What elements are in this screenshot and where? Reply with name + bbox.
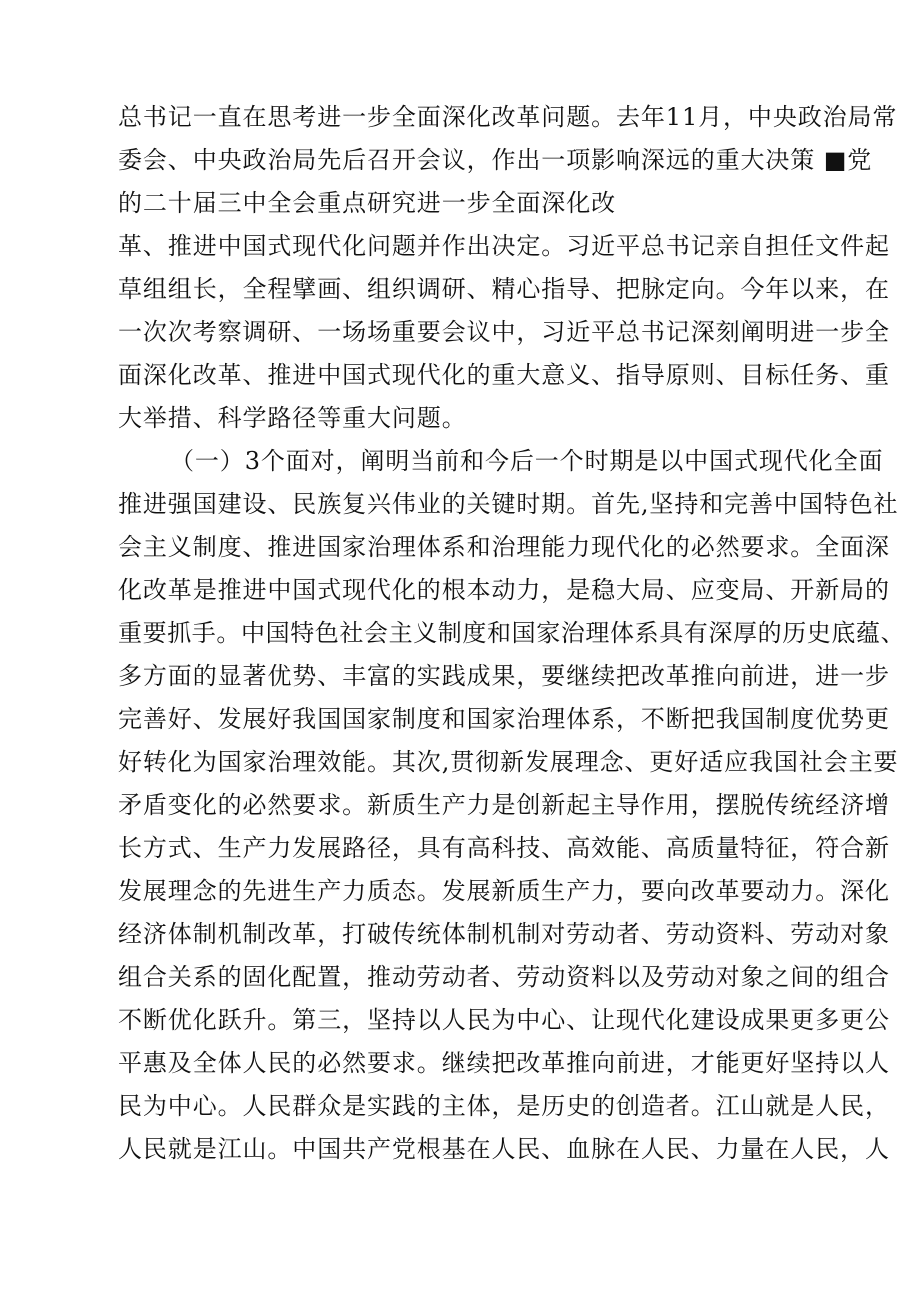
text-line: 人民就是江山。中国共产党根基在人民、血脉在人民、力量在人民，人 — [118, 1135, 890, 1163]
text-line: 的二十届三中全会重点研究进一步全面深化改 — [118, 189, 616, 217]
text-line: 总书记一直在思考进一步全面深化改革问题。去年11月，中央政治局常 — [118, 103, 898, 131]
text-line: 组合关系的固化配置，推动劳动者、劳动资料以及劳动对象之间的组合 — [118, 963, 890, 991]
text-line: 会主义制度、推进国家治理体系和治理能力现代化的必然要求。全面深 — [118, 533, 890, 561]
text-line: 推进强国建设、民族复兴伟业的关键时期。首先,坚持和完善中国特色社 — [118, 490, 899, 518]
text-line: 多方面的显著优势、丰富的实践成果，要继续把改革推向前进，进一步 — [118, 662, 890, 690]
text-line: 委会、中央政治局先后召开会议，作出一项影响深远的重大决策 ■党 — [118, 146, 873, 174]
text-line: 革、推进中国式现代化问题并作出决定。习近平总书记亲自担任文件起 — [118, 232, 890, 260]
text-line: 经济体制机制改革，打破传统体制机制对劳动者、劳动资料、劳动对象 — [118, 920, 890, 948]
text-line: 完善好、发展好我国国家制度和国家治理体系，不断把我国制度优势更 — [118, 705, 890, 733]
text-line: 矛盾变化的必然要求。新质生产力是创新起主导作用，摆脱传统经济增 — [118, 791, 890, 819]
text-line: 不断优化跃升。第三，坚持以人民为中心、让现代化建设成果更多更公 — [118, 1006, 890, 1034]
text-line: 长方式、生产力发展路径，具有高科技、高效能、高质量特征，符合新 — [118, 834, 890, 862]
text-line: 民为中心。人民群众是实践的主体，是历史的创造者。江山就是人民， — [118, 1092, 890, 1120]
text-line: 平惠及全体人民的必然要求。继续把改革推向前进，才能更好坚持以人 — [118, 1049, 890, 1077]
text-line: 一次次考察调研、一场场重要会议中，习近平总书记深刻阐明进一步全 — [118, 318, 890, 346]
text-line: 面深化改革、推进中国式现代化的重大意义、指导原则、目标任务、重 — [118, 361, 890, 389]
text-line: 好转化为国家治理效能。其次,贯彻新发展理念、更好适应我国社会主要 — [118, 748, 899, 776]
text-line: 草组组长，全程擘画、组织调研、精心指导、把脉定向。今年以来，在 — [118, 275, 890, 303]
text-line: 发展理念的先进生产力质态。发展新质生产力，要向改革要动力。深化 — [118, 877, 890, 905]
text-line: 重要抓手。中国特色社会主义制度和国家治理体系具有深厚的历史底蕴、 — [118, 619, 906, 647]
text-line: 大举措、科学路径等重大问题。 — [118, 404, 467, 432]
text-line: 化改革是推进中国式现代化的根本动力，是稳大局、应变局、开新局的 — [118, 576, 890, 604]
paragraph-first-line: （一）3个面对，阐明当前和今后一个时期是以中国式现代化全面 — [170, 447, 884, 475]
